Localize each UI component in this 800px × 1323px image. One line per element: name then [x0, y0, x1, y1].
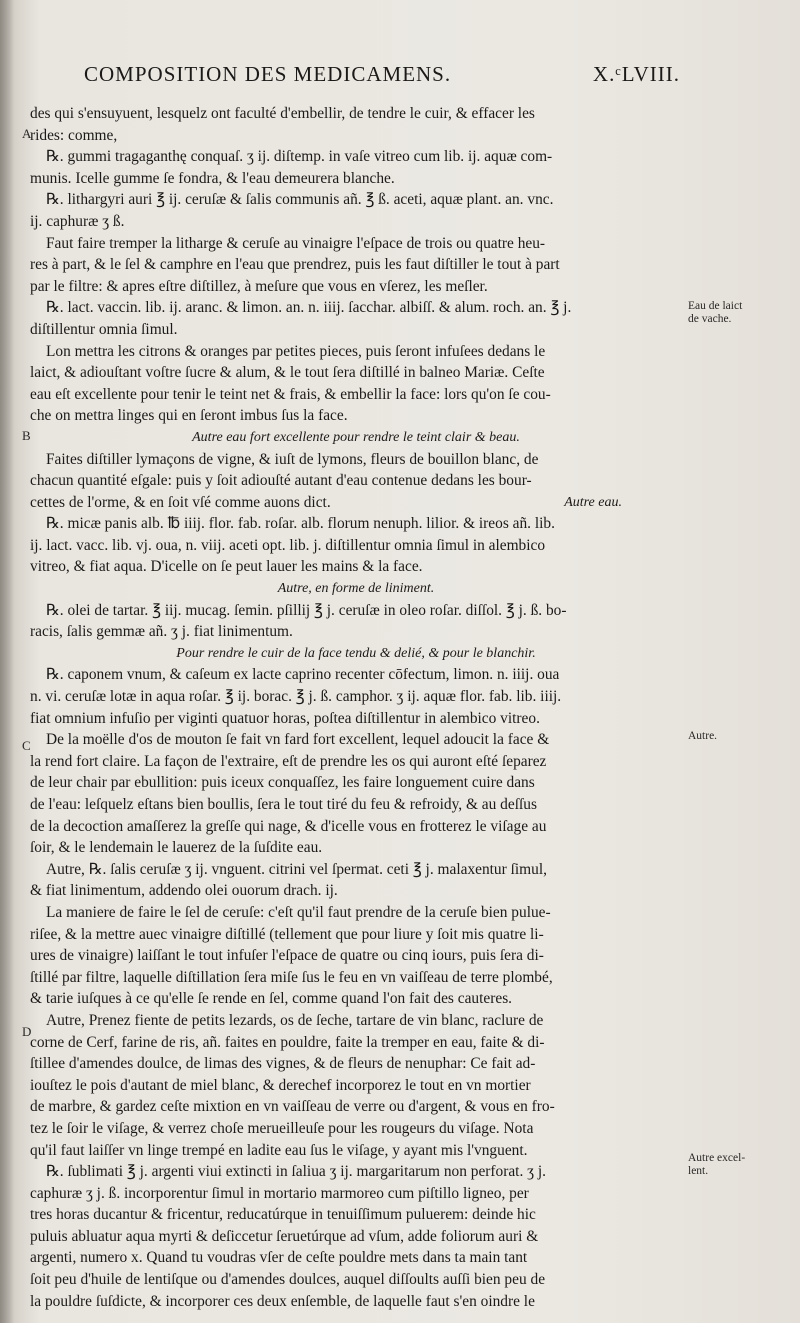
text-line: ℞. ſublimati ℥ j. argenti viui extincti in ſaliua ʒ ij. margaritarum non perforat. ʒ j. — [46, 1163, 546, 1181]
text-line: tres horas ducantur & fricentur, reducatúrque in tenuiſſimum puluerem: deinde hic — [30, 1206, 536, 1224]
text-line: ℞. micæ panis alb. ℔ iiij. flor. fab. roſar. alb. florum nenuph. lilior. & ireos añ. lib. — [46, 515, 555, 533]
margin-note-line: Autre excel- — [688, 1152, 746, 1164]
text-line: ſtillé par filtre, laquelle diſtillation ſera miſe ſus le feu en vn vaiſſeau de terre plombé, — [30, 968, 553, 986]
text-line: la rend fort claire. La façon de l'extraire, eſt de prendre les os qui auront eſté ſeparez — [30, 752, 547, 770]
text-line: puluis abluatur aqua myrti & deſiccetur ſeruetúrque ad vſum, adde foliorum auri & — [30, 1227, 539, 1245]
text-line: & fiat linimentum, addendo olei ouorum drach. ij. — [30, 882, 338, 900]
text-line: de l'eau: leſquelz eſtans bien boullis, ſera le tout tiré du feu & refroidy, & au deſſus — [30, 796, 537, 813]
text-line: ℞. gummi tragaganthę conquaſ. ʒ ij. diſtemp. in vaſe vitreo cum lib. ij. aquæ com- — [46, 148, 553, 166]
text-line: ℞. lact. vaccin. lib. ij. aranc. & limon. an. n. iiij. ſacchar. albiſſ. & alum. roch. an. ℥ j. — [46, 299, 572, 317]
text-line: ſtillee d'amendes doulce, de limas des vignes, & de fleurs de nenuphar: Ce fait ad- — [30, 1055, 536, 1073]
margin-letter-a: A — [22, 126, 32, 141]
margin-note-eau-de-laict — [688, 300, 742, 326]
page-body-text — [30, 103, 682, 1312]
text-line: che on mettra linges qui en ſeront imbus ſus la face. — [30, 407, 348, 425]
text-line: & tarie iuſques à ce qu'elle ſe rende en ſel, comme quand l'on fait des cauteres. — [30, 990, 513, 1008]
text-line: n. vi. ceruſæ lotæ in aqua roſar. ℥ ij. borac. ℥ j. ß. camphor. ʒ ij. aquæ flor. fab. lib. iiij. — [30, 688, 562, 706]
text-line: corne de Cerf, farine de ris, añ. faites en pouldre, faite la tremper en eau, faite & di- — [30, 1033, 545, 1051]
text-line: munis. Icelle gumme ſe fondra, & l'eau demeurera blanche. — [30, 169, 395, 187]
text-line: cettes de l'orme, & en ſoit vſé comme auons dict. — [30, 493, 331, 511]
text-line: par le filtre: & apres eſtre diſtillez, à meſure que vous en vſerez, les meſler. — [30, 277, 488, 295]
margin-letter-b: B — [22, 428, 31, 443]
text-line: fiat omnium infuſio per viginti quatuor horas, poſtea diſtillentur in alembico vitreo. — [30, 709, 540, 727]
text-line: Autre, Prenez fiente de petits lezards, os de ſeche, tartare de vin blanc, raclure de — [46, 1011, 544, 1029]
running-title: COMPOSITION DES MEDICAMENS. — [84, 62, 452, 86]
text-line: caphuræ ʒ j. ß. incorporentur ſimul in mortario marmoreo cum piſtillo ligneo, per — [30, 1184, 529, 1202]
text-line: Faut faire tremper la litharge & ceruſe au vinaigre l'eſpace de trois ou quatre heu- — [46, 234, 546, 252]
text-line: iouſtez le pois d'autant de miel blanc, & derechef incorporez le tout en vn mortier — [30, 1076, 531, 1094]
text-line: ures de vinaigre) laiſſant le tout infuſer l'eſpace de quatre ou cinq iours, puis ſera di- — [30, 947, 544, 965]
running-header — [84, 62, 680, 90]
section-heading: Autre eau fort excellente pour rendre le teint clair & beau. — [192, 429, 520, 445]
text-line: De la moëlle d'os de mouton ſe fait vn fard fort excellent, lequel adoucit la face & — [46, 731, 550, 749]
text-line: diſtillentur omnia ſimul. — [30, 320, 178, 338]
text-line: Autre, ℞. ſalis ceruſæ ʒ ij. vnguent. citrini vel ſpermat. ceti ℥ j. malaxentur ſimul, — [46, 860, 547, 878]
text-line: Lon mettra les citrons & oranges par petites pieces, puis ſeront infuſees dedans le — [46, 342, 546, 360]
text-line: des qui s'ensuyuent, lesquelz ont faculté d'embellir, de tendre le cuir, & effacer les — [30, 105, 535, 122]
text-line: chacun quantité eſgale: puis y ſoit adiouſté autant d'eau contenue dedans les bour- — [30, 472, 532, 490]
text-line: de marbre, & gardez ceſte mixtion en vn vaiſſeau de verre ou d'argent, & vous en fro- — [30, 1098, 555, 1116]
text-line: eau eſt excellente pour tenir le teint net & frais, & embellir la face: lors qu'on ſe cou- — [30, 385, 551, 403]
section-heading: Autre, en forme de liniment. — [277, 581, 435, 597]
margin-note-line: de vache. — [688, 313, 732, 325]
text-line: ℞. lithargyri auri ℥ ij. ceruſæ & ſalis communis añ. ℥ ß. aceti, aquæ plant. an. vnc. — [46, 191, 554, 209]
margin-note-line: lent. — [688, 1165, 709, 1177]
margin-note-line: Eau de laict — [688, 300, 743, 312]
text-line: ij. lact. vacc. lib. vj. oua, n. viij. aceti opt. lib. j. diſtillentur omnia ſimul in alembico — [30, 536, 546, 554]
text-line: argenti, numero x. Quand tu voudras vſer de ceſte pouldre mets dans ta main tant — [30, 1249, 528, 1267]
margin-note-autre-excellent — [688, 1152, 745, 1178]
text-line: rides: comme, — [30, 126, 118, 144]
text-line: res à part, & le ſel & camphre en l'eau que prendrez, puis les faut diſtiller le tout à part — [30, 256, 560, 274]
text-line: racis, ſalis gemmæ añ. ʒ j. fiat linimentum. — [30, 623, 293, 641]
section-heading: Autre eau. — [564, 494, 622, 510]
text-line: de la decoction amaſſerez la greſſe qui nage, & d'icelle vous en frotterez le viſage au — [30, 817, 547, 835]
margin-letter-d: D — [22, 1024, 32, 1039]
section-heading: Pour rendre le cuir de la face tendu & delié, & pour le blanchir. — [176, 645, 536, 661]
text-line: la pouldre ſuſdicte, & incorporer ces deux enſemble, de laquelle faut s'en oindre le — [30, 1292, 535, 1310]
text-line: vitreo, & fiat aqua. D'icelle on ſe peut lauer les mains & la face. — [30, 558, 423, 576]
text-line: ij. caphuræ ʒ ß. — [30, 212, 125, 230]
gutter-shadow — [0, 0, 14, 1323]
text-line: riſee, & la mettre auec vinaigre diſtillé (tellement que pour liure y ſoit mis quatre li- — [30, 925, 544, 943]
margin-note-autre: Autre. — [688, 730, 718, 742]
margin-letter-c: C — [22, 738, 31, 753]
text-line: La maniere de faire le ſel de ceruſe: c'eſt qu'il faut prendre de la ceruſe bien pulue- — [46, 903, 551, 921]
text-line: de leur chair par ebullition: puis iceux conquaſſez, les faire longuement cuire dans — [30, 774, 535, 792]
text-line: qu'il faut laiſſer vn linge trempé en ladite eau ſus le viſage, y ayant mis l'vnguent. — [30, 1141, 528, 1159]
text-line: Faites diſtiller lymaçons de vigne, & iuſt de lymons, fleurs de bouillon blanc, de — [46, 450, 539, 468]
text-line: ſoit peu d'huile de lentiſque ou d'amendes doulces, auquel diſſoults auſſi bien peu de — [30, 1271, 546, 1289]
text-line: ſoir, & le lendemain le lauerez de la ſuſdite eau. — [30, 839, 323, 857]
text-line: ℞. caponem vnum, & caſeum ex lacte caprino recenter cōfectum, limon. n. iiij. oua — [46, 666, 560, 684]
folio-number: X.ᶜLVIII. — [592, 62, 680, 86]
text-line: ℞. olei de tartar. ℥ iij. mucag. ſemin. pſillij ℥ j. ceruſæ in oleo roſar. diſſol. ℥ j. ß. bo- — [46, 601, 567, 619]
text-line: laict, & adiouſtant voſtre ſucre & alum, & le tout ſera diſtillé in balneo Mariæ. Ceſte — [30, 364, 545, 382]
text-line: tez le ſoir le viſage, & verrez choſe merueilleuſe pour les rougeurs du viſage. Nota — [30, 1119, 534, 1137]
